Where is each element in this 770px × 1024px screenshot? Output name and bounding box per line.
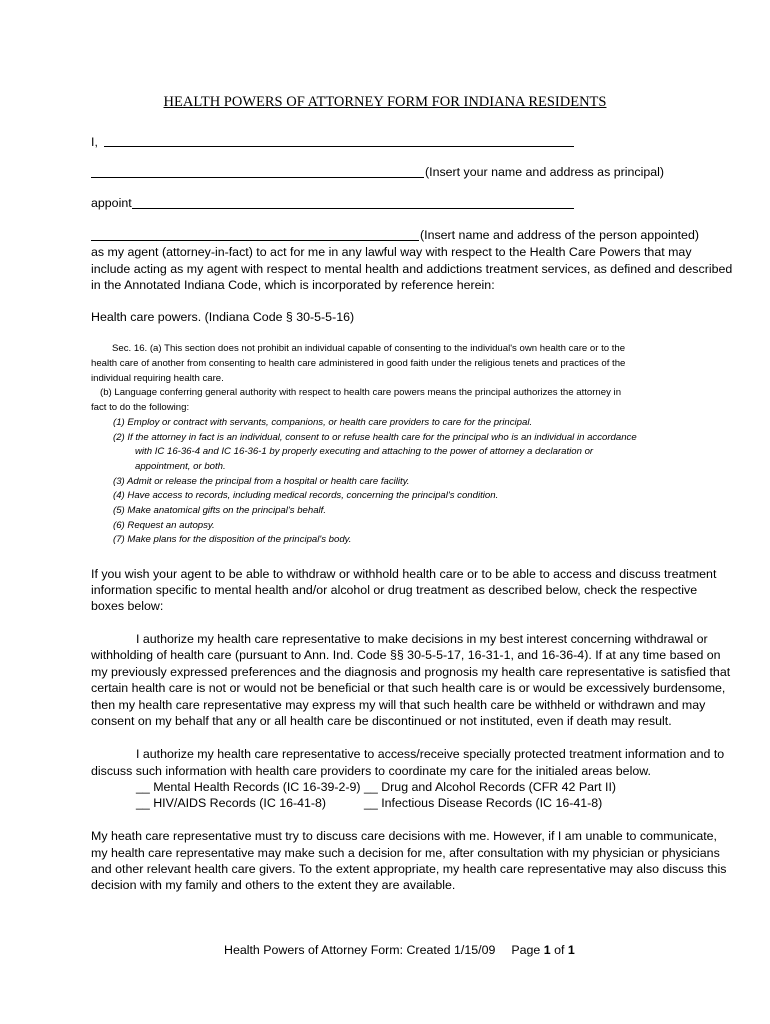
principal-name-line[interactable] [104, 146, 574, 147]
check-intro-line: information specific to mental health and/or alcohol or drug treatment as described below, check the respective [91, 583, 698, 597]
intro-line: as my agent (attorney-in-fact) to act for me in any lawful way with respect to the Health Care Powers that may [91, 245, 692, 259]
power-item: (2) If the attorney in fact is an individual, consent to or refuse health care for the principal who is an individual in accordance [113, 432, 637, 443]
power-item: (6) Request an autopsy. [113, 520, 215, 531]
power-item-continued: with IC 16-36-4 and IC 16-36-1 by properly executing and attaching to the power of attorney a declaration or [135, 446, 594, 457]
withdrawal-line: I authorize my health care representative to make decisions in my best interest concerning withdrawal or [136, 632, 708, 646]
closing-line: my health care representative may make such a decision for me, after consultation with my physician or physicians [91, 846, 720, 860]
form-title: HEALTH POWERS OF ATTORNEY FORM FOR INDIANA RESIDENTS [163, 94, 607, 110]
agent-prefix: appoint [91, 196, 132, 210]
agent-address-line[interactable] [91, 240, 419, 241]
power-item: (5) Make anatomical gifts on the principal's behalf. [113, 505, 327, 516]
withdrawal-line: my previously expressed preferences and the diagnosis and prognosis my health care representative is satisfied that [91, 665, 731, 679]
withdrawal-line: withholding of health care (pursuant to Ann. Ind. Code §§ 30-5-5-17, 16-31-1, and 16-36-4). If at any time based on [91, 648, 721, 662]
statute-line: (b) Language conferring general authority with respect to health care powers means the principal authorizes the attorney in [100, 387, 622, 398]
principal-address-line[interactable] [91, 177, 424, 178]
closing-line: decision with my family and others to the extent they are available. [91, 878, 456, 892]
withdrawal-line: consent on my behalf that any or all health care be discontinued or not instituted, even if death may result. [91, 714, 672, 728]
mental-health-records-checkbox[interactable]: __ Mental Health Records (IC 16-39-2-9) [136, 780, 361, 794]
footer [224, 942, 575, 958]
intro-line: include acting as my agent with respect to mental health and addictions treatment services, as defined and described [91, 262, 733, 276]
withdrawal-line: certain health care is not or would not be beneficial or that such health care is or would be excessively burdensome, [91, 681, 726, 695]
footer-form-label: Health Powers of Attorney Form: Created 1/15/09 [224, 943, 496, 957]
check-intro-line: If you wish your agent to be able to withdraw or withhold health care or to be able to access and discuss treatment [91, 567, 717, 581]
principal-prefix: I, [91, 135, 98, 149]
footer-of-word: of [554, 943, 565, 957]
power-item: (4) Have access to records, including medical records, concerning the principal's condition. [113, 490, 499, 501]
agent-name-line[interactable] [132, 208, 574, 209]
footer-page-word: Page [511, 943, 541, 957]
principal-instruction: (Insert your name and address as principal) [425, 165, 664, 179]
drug-alcohol-records-checkbox[interactable]: __ Drug and Alcohol Records (CFR 42 Part II) [364, 780, 617, 794]
section-heading: Health care powers. (Indiana Code § 30-5-5-16) [91, 310, 355, 324]
footer-page-number: 1 [543, 943, 551, 957]
footer-page-total: 1 [567, 943, 575, 957]
closing-line: and other relevant health care givers. To the extent appropriate, my health care representative may also discuss this [91, 862, 727, 876]
statute-line: Sec. 16. (a) This section does not prohibit an individual capable of consenting to the individual's own health care or to the [112, 343, 626, 354]
records-line: I authorize my health care representative to access/receive specially protected treatment information and to [136, 747, 725, 761]
power-item: (3) Admit or release the principal from a hospital or health care facility. [113, 476, 410, 487]
power-item-continued: appointment, or both. [135, 461, 226, 472]
closing-line: My heath care representative must try to discuss care decisions with me. However, if I am unable to communicate, [91, 829, 717, 843]
statute-line: individual requiring health care. [91, 373, 224, 384]
records-line: discuss such information with health care providers to coordinate my care for the initialed areas below. [91, 764, 651, 778]
check-intro-line: boxes below: [91, 599, 164, 613]
statute-line: health care of another from consenting to health care administered in good faith under the religious tenets and practices of the [91, 358, 626, 369]
hiv-aids-records-checkbox[interactable]: __ HIV/AIDS Records (IC 16-41-8) [136, 796, 327, 810]
infectious-disease-records-checkbox[interactable]: __ Infectious Disease Records (IC 16-41-8) [364, 796, 603, 810]
power-item: (1) Employ or contract with servants, companions, or health care providers to care for the principal. [113, 417, 533, 428]
withdrawal-line: then my health care representative may express my will that such health care be withheld or withdrawn and may [91, 698, 706, 712]
intro-line: in the Annotated Indiana Code, which is incorporated by reference herein: [91, 278, 495, 292]
power-item: (7) Make plans for the disposition of the principal's body. [113, 534, 352, 545]
statute-line: fact to do the following: [91, 402, 190, 413]
agent-instruction: (Insert name and address of the person appointed) [420, 228, 699, 242]
